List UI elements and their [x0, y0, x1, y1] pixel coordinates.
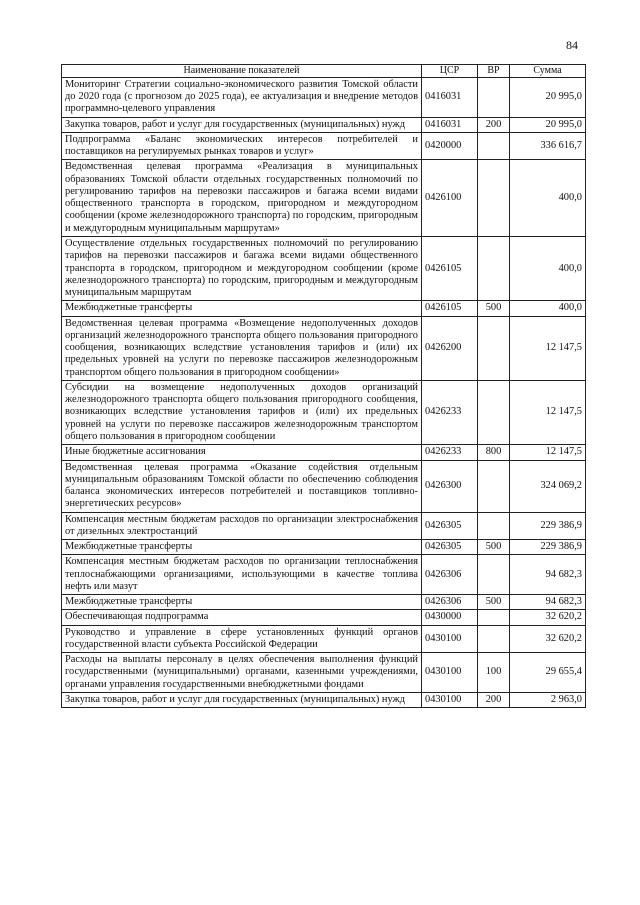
- row-name-cell: Компенсация местным бюджетам расходов по организации теплоснабжения теплоснабжающими организациями, использующими в качестве топлива нефть или мазут: [62, 555, 422, 595]
- row-name-cell: Иные бюджетные ассигнования: [62, 445, 422, 460]
- row-vr-cell: 500: [478, 595, 510, 610]
- row-code-cell: 0426105: [422, 236, 478, 300]
- row-vr-cell: [478, 236, 510, 300]
- table-row: [62, 610, 586, 625]
- row-vr-cell: [478, 132, 510, 160]
- table-row: [62, 380, 586, 444]
- row-code-cell: 0430100: [422, 653, 478, 693]
- row-vr-cell: 200: [478, 693, 510, 708]
- table-row: [62, 132, 586, 160]
- table-row: [62, 236, 586, 300]
- table-row: [62, 316, 586, 380]
- row-name-cell: Мониторинг Стратегии социально-экономического развития Томской области до 2020 года (с прогнозом до 2025 года), ее актуализация и внедрение методов программно-целевого управления: [62, 77, 422, 117]
- row-vr-cell: 500: [478, 301, 510, 316]
- row-sum-cell: 229 386,9: [510, 540, 586, 555]
- table-row: [62, 625, 586, 653]
- row-code-cell: 0426105: [422, 301, 478, 316]
- row-sum-cell: 229 386,9: [510, 512, 586, 540]
- row-vr-cell: [478, 610, 510, 625]
- row-code-cell: 0416031: [422, 77, 478, 117]
- row-name-cell: Компенсация местным бюджетам расходов по организации электроснабжения от дизельных электростанций: [62, 512, 422, 540]
- row-code-cell: 0426233: [422, 445, 478, 460]
- row-name-cell: Осуществление отдельных государственных полномочий по регулированию тарифов на перевозки пассажиров и багажа всеми видами общественного транспорта в городском, пригородном и междугородном сообщении (кроме железнодорожного транспорта) по городским, пригородным и междугородным муниципальным маршрутам: [62, 236, 422, 300]
- row-name-cell: Межбюджетные трансферты: [62, 595, 422, 610]
- row-sum-cell: 32 620,2: [510, 625, 586, 653]
- row-sum-cell: 12 147,5: [510, 380, 586, 444]
- row-name-cell: Субсидии на возмещение недополученных доходов организаций железнодорожного транспорта общего пользования пригородного сообщения, возникающих вследствие установления тарифов и (или) их предельных уровней на услуги по перевозке пассажиров железнодорожным транспортом общего пользования в пригородном сообщении: [62, 380, 422, 444]
- table-header-row: [62, 65, 586, 78]
- header-vr: ВР: [478, 65, 510, 78]
- table-row: [62, 460, 586, 512]
- table-row: [62, 445, 586, 460]
- row-sum-cell: 400,0: [510, 236, 586, 300]
- row-sum-cell: 400,0: [510, 301, 586, 316]
- row-name-cell: Подпрограмма «Баланс экономических интересов потребителей и поставщиков на регулируемых рынках товаров и услуг»: [62, 132, 422, 160]
- header-name: Наименование показателей: [62, 65, 422, 78]
- row-vr-cell: 800: [478, 445, 510, 460]
- row-name-cell: Межбюджетные трансферты: [62, 540, 422, 555]
- row-code-cell: 0416031: [422, 117, 478, 132]
- table-row: [62, 653, 586, 693]
- table-row: [62, 512, 586, 540]
- table-row: [62, 555, 586, 595]
- row-sum-cell: 12 147,5: [510, 316, 586, 380]
- row-sum-cell: 94 682,3: [510, 555, 586, 595]
- table-row: [62, 301, 586, 316]
- row-vr-cell: [478, 512, 510, 540]
- row-code-cell: 0426233: [422, 380, 478, 444]
- row-code-cell: 0426305: [422, 512, 478, 540]
- row-vr-cell: 200: [478, 117, 510, 132]
- table-row: [62, 595, 586, 610]
- table-row: [62, 117, 586, 132]
- row-vr-cell: [478, 460, 510, 512]
- row-name-cell: Межбюджетные трансферты: [62, 301, 422, 316]
- row-vr-cell: [478, 160, 510, 237]
- row-sum-cell: 2 963,0: [510, 693, 586, 708]
- row-code-cell: 0430000: [422, 610, 478, 625]
- row-sum-cell: 94 682,3: [510, 595, 586, 610]
- row-code-cell: 0426100: [422, 160, 478, 237]
- table-row: [62, 77, 586, 117]
- row-vr-cell: [478, 316, 510, 380]
- row-name-cell: Обеспечивающая подпрограмма: [62, 610, 422, 625]
- row-name-cell: Расходы на выплаты персоналу в целях обеспечения выполнения функций государственными (муниципальными) органами, казенными учреждениями, органами управления государственными внебюджетными фондами: [62, 653, 422, 693]
- row-name-cell: Закупка товаров, работ и услуг для государственных (муниципальных) нужд: [62, 693, 422, 708]
- row-code-cell: 0426200: [422, 316, 478, 380]
- row-code-cell: 0420000: [422, 132, 478, 160]
- row-sum-cell: 20 995,0: [510, 77, 586, 117]
- row-vr-cell: 500: [478, 540, 510, 555]
- row-vr-cell: [478, 555, 510, 595]
- budget-table: [61, 64, 586, 708]
- row-name-cell: Ведомственная целевая программа «Реализация в муниципальных образованиях Томской области отдельных государственных полномочий по регулированию тарифов на перевозки пассажиров и багажа всеми видами общественного транспорта в городском, пригородном и междугородном сообщении (кроме железнодорожного транспорта) по городским, пригородным и междугородным муниципальным маршрутам»: [62, 160, 422, 237]
- row-sum-cell: 20 995,0: [510, 117, 586, 132]
- row-vr-cell: 100: [478, 653, 510, 693]
- row-name-cell: Ведомственная целевая программа «Оказание содействия отдельным муниципальным образованиям Томской области по обеспечению соблюдения баланса экономических интересов потребителей и поставщиков топливно-энергетических ресурсов»: [62, 460, 422, 512]
- table-row: [62, 693, 586, 708]
- row-vr-cell: [478, 380, 510, 444]
- table-body: [62, 77, 586, 707]
- header-sum: Сумма: [510, 65, 586, 78]
- row-code-cell: 0430100: [422, 625, 478, 653]
- table-row: [62, 160, 586, 237]
- row-name-cell: Руководство и управление в сфере установленных функций органов государственной власти субъекта Российской Федерации: [62, 625, 422, 653]
- row-sum-cell: 12 147,5: [510, 445, 586, 460]
- header-code: ЦСР: [422, 65, 478, 78]
- row-sum-cell: 400,0: [510, 160, 586, 237]
- row-code-cell: 0426300: [422, 460, 478, 512]
- row-vr-cell: [478, 77, 510, 117]
- row-sum-cell: 336 616,7: [510, 132, 586, 160]
- row-code-cell: 0430100: [422, 693, 478, 708]
- row-code-cell: 0426306: [422, 555, 478, 595]
- page-number: 84: [566, 38, 578, 52]
- row-code-cell: 0426306: [422, 595, 478, 610]
- row-name-cell: Закупка товаров, работ и услуг для государственных (муниципальных) нужд: [62, 117, 422, 132]
- row-code-cell: 0426305: [422, 540, 478, 555]
- row-sum-cell: 324 069,2: [510, 460, 586, 512]
- row-sum-cell: 29 655,4: [510, 653, 586, 693]
- table-row: [62, 540, 586, 555]
- row-name-cell: Ведомственная целевая программа «Возмещение недополученных доходов организаций железнодорожного транспорта общего пользования пригородного сообщения, возникающих вследствие установления тарифов и (или) их предельных уровней на услуги по перевозке пассажиров железнодорожным транспортом общего пользования в пригородном сообщении»: [62, 316, 422, 380]
- row-vr-cell: [478, 625, 510, 653]
- row-sum-cell: 32 620,2: [510, 610, 586, 625]
